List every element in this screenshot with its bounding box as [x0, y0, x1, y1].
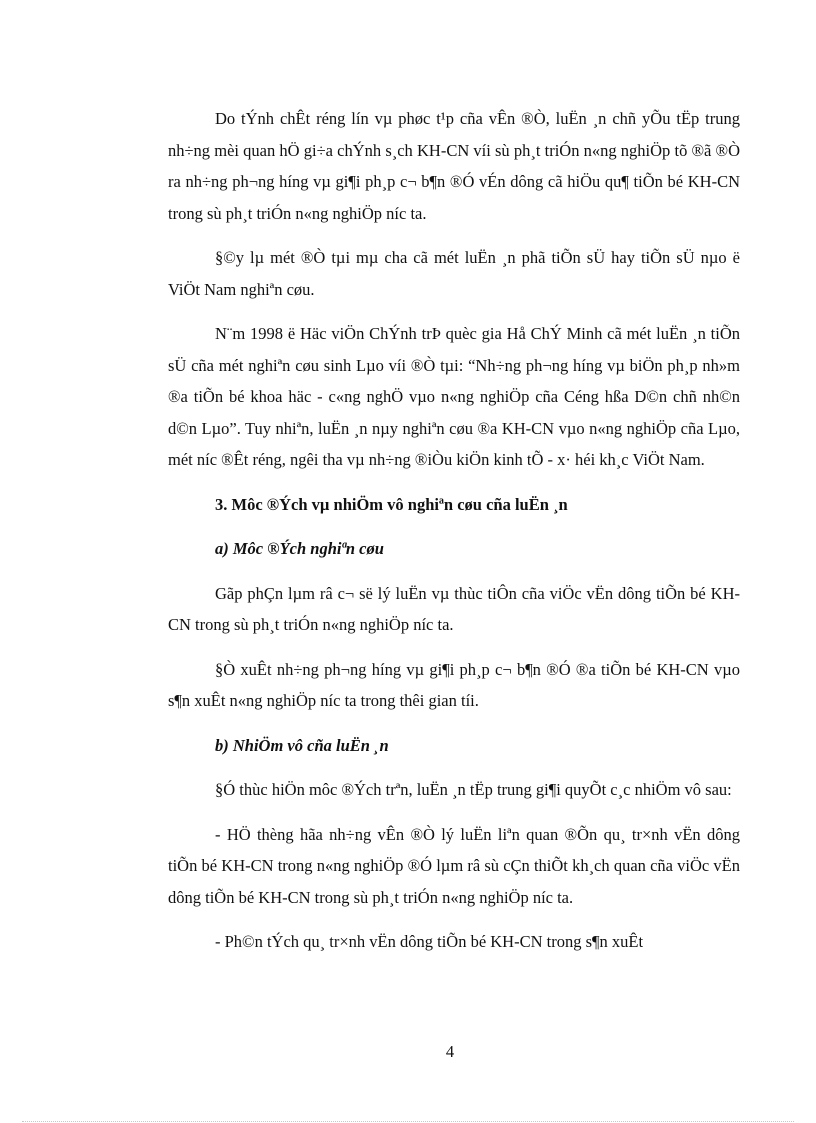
paragraph-task-2: - Ph©n tÝch qu¸ tr×nh vËn dông tiÕn bé KH-CN trong s¶n xuÊt — [215, 932, 644, 951]
subheading-tasks: b) NhiÖm vô cña luËn ¸n — [215, 735, 389, 755]
section-heading: 3. Môc ®Ých vµ nhiÖm vô nghiªn cøu cña luËn ¸n — [215, 494, 568, 514]
paragraph-scope: Do tÝnh chÊt réng lín vµ phøc t¹p cña vÊn ®Ò, luËn ¸n chñ yÕu tËp trung nh÷ng mèi quan hÖ gi÷a chÝnh s¸ch KH-CN víi sù ph¸t triÓn n«ng nghiÖp tõ ®ã ®Ò ra nh÷ng ph¬ng híng vµ gi¶i ph¸p c¬ b¶n ®Ó vÉn dông cã hiÖu qu¶ tiÕn bé KH-CN trong sù ph¸t triÓn n«ng nghiÖp níc ta. — [168, 109, 740, 223]
paragraph-purpose-2: §Ò xuÊt nh÷ng ph¬ng híng vµ gi¶i ph¸p c¬ b¶n ®Ó ®a tiÕn bé KH-CN vµo s¶n xuÊt n«ng nghiÖp níc ta trong thêi gian tíi. — [168, 659, 740, 710]
page-bottom-divider — [22, 1121, 794, 1122]
paragraph-purpose-1: Gãp phÇn lµm râ c¬ së lý luËn vµ thùc tiÔn cña viÖc vËn dông tiÕn bé KH-CN trong sù ph¸t triÓn n«ng nghiÖp níc ta. — [168, 583, 740, 634]
paragraph-prior-thesis: N¨m 1998 ë Häc viÖn ChÝnh trÞ quèc gia Hå ChÝ Minh cã mét luËn ¸n tiÕn sÜ cña mét nghiªn cøu sinh Lµo víi ®Ò tµi: “Nh÷ng ph¬ng híng vµ biÖn ph¸p nh»m ®a tiÕn bé khoa häc - c«ng nghÖ vµo n«ng nghiÖp cña Céng hßa D©n chñ nh©n d©n Lµo”. Tuy nhiªn, luËn ¸n nµy nghiªn cøu ®a KH-CN vµo n«ng nghiÖp cña Lµo, mét níc ®Êt réng, ngêi tha vµ nh÷ng ®iÒu kiÖn kinh tÕ - x· héi kh¸c ViÖt Nam. — [168, 324, 740, 469]
paragraph-task-1: - HÖ thèng hãa nh÷ng vÊn ®Ò lý luËn liªn quan ®Õn qu¸ tr×nh vËn dông tiÕn bé KH-CN trong n«ng nghiÖp ®Ó lµm râ sù cÇn thiÕt kh¸ch quan cña viÖc vËn dông tiÕn bé KH-CN trong sù ph¸t triÓn n«ng nghiÖp níc ta. — [168, 824, 740, 907]
page-number: 4 — [445, 1042, 455, 1061]
subheading-purpose: a) Môc ®Ých nghiªn cøu — [215, 539, 384, 558]
paragraph-novelty: §©y lµ mét ®Ò tµi mµ cha cã mét luËn ¸n phã tiÕn sÜ hay tiÕn sÜ nµo ë ViÖt Nam nghiªn cøu. — [168, 248, 740, 299]
paragraph-tasks-intro: §Ó thùc hiÖn môc ®Ých trªn, luËn ¸n tËp trung gi¶i quyÕt c¸c nhiÖm vô sau: — [215, 780, 732, 799]
body-text — [168, 103, 740, 958]
